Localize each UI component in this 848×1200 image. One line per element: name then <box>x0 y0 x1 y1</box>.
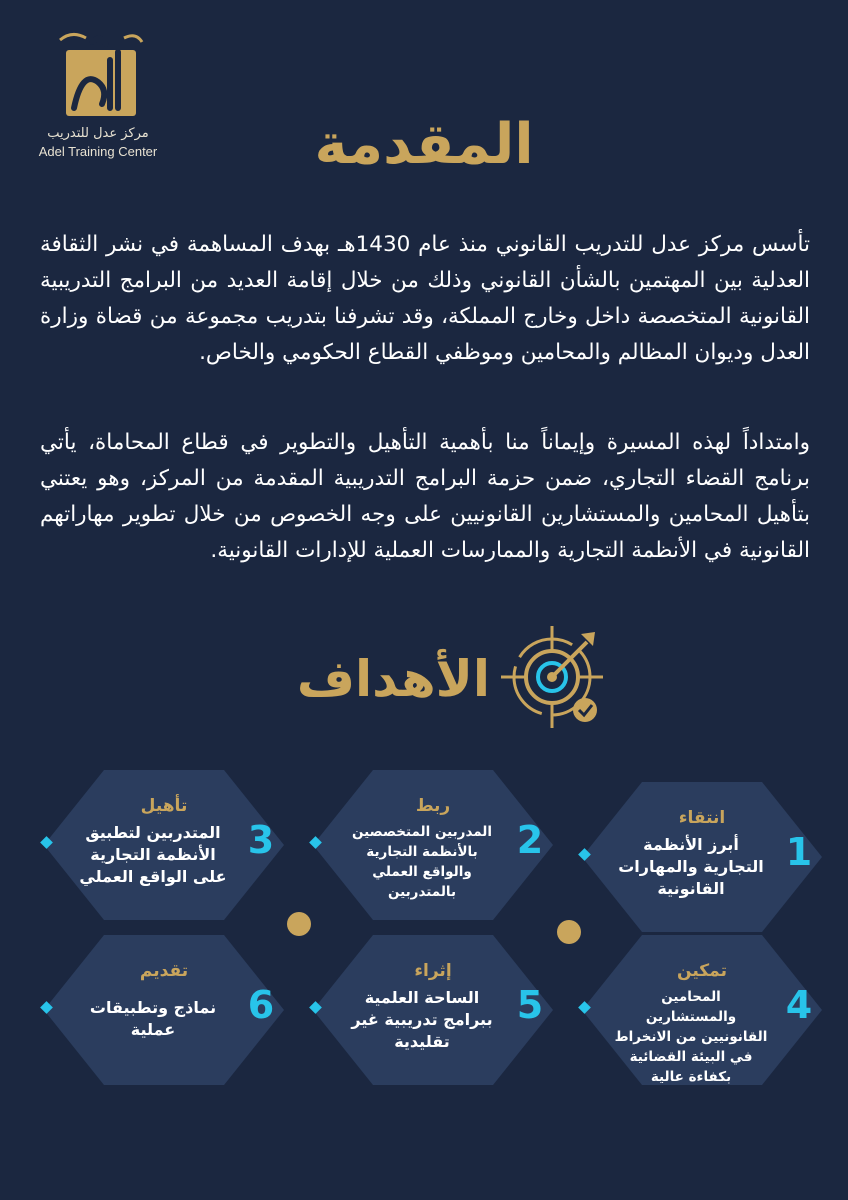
logo-english-name: Adel Training Center <box>38 144 158 159</box>
goal-card-2 <box>303 770 553 920</box>
goal-number: 1 <box>785 830 813 874</box>
goal-title: تقديم <box>139 961 189 981</box>
logo-arabic-name: مركز عدل للتدريب <box>47 126 149 141</box>
goal-number: 4 <box>785 983 813 1027</box>
goal-body: الساحة العلمية ببرامج تدريبية غير تقليدية <box>351 988 493 1051</box>
intro-paragraph-1: تأسس مركز عدل للتدريب القانوني منذ عام 1430هـ بهدف المساهمة في نشر الثقافة العدلية بين المهتمين بالشأن القانوني وذلك من خلال إقامة العديد من البرامج التدريبية القانونية المتخصصة داخل وخارج المملكة، وقد تشرفنا بتدريب مجموعة من قضاة وزارة العدل وديوان المظالم والمحامين وموظفي القطاع الحكومي والخاص. <box>40 232 810 365</box>
goal-title: إثراء <box>414 961 452 981</box>
adel-logo-mark <box>52 30 146 120</box>
goal-card-6 <box>34 935 284 1085</box>
goal-card-5 <box>303 935 553 1085</box>
goal-number: 5 <box>516 983 544 1027</box>
goal-title: انتقاء <box>678 808 726 828</box>
goal-title: تأهيل <box>140 796 188 816</box>
goal-number: 6 <box>247 983 275 1027</box>
goal-title: ربط <box>415 796 451 816</box>
target-icon <box>497 622 607 732</box>
intro-paragraph-2: وامتداداً لهذه المسيرة وإيماناً منا بأهمية التأهيل والتطوير في قطاع المحاماة، يأتي برنامج القضاء التجاري، ضمن حزمة البرامج التدريبية المقدمة من المركز، وهو يعتني بتأهيل المحامين والمستشارين القانونيين على وجه الخصوص من خلال تطوير مهاراتهم القانونية في الأنظمة التجارية والممارسات العملية للإدارات القانونية. <box>40 430 810 563</box>
goal-card-3 <box>34 770 284 920</box>
goal-body: المتدربين لتطبيق الأنظمة التجارية على الواقع العملي <box>79 823 227 886</box>
goal-number: 2 <box>516 818 544 862</box>
intro-title: المقدمة <box>314 112 534 177</box>
goal-card-1 <box>572 782 822 932</box>
goal-body: المحامين والمستشارين القانونيين من الانخراط في البيئة القضائية بكفاءة عالية <box>614 989 768 1085</box>
goal-body: المدربين المتخصصين بالأنظمة التجارية والواقع العملي بالمتدربين <box>352 824 492 900</box>
goal-card-4 <box>572 935 822 1085</box>
goal-title: تمكين <box>677 961 727 981</box>
goal-number: 3 <box>247 818 275 862</box>
goals-title: الأهداف <box>296 650 490 708</box>
gold-dot <box>287 912 311 936</box>
goal-body: أبرز الأنظمة التجارية والمهارات القانونية <box>618 835 764 898</box>
goal-body: نماذج وتطبيقات عملية <box>89 998 217 1039</box>
